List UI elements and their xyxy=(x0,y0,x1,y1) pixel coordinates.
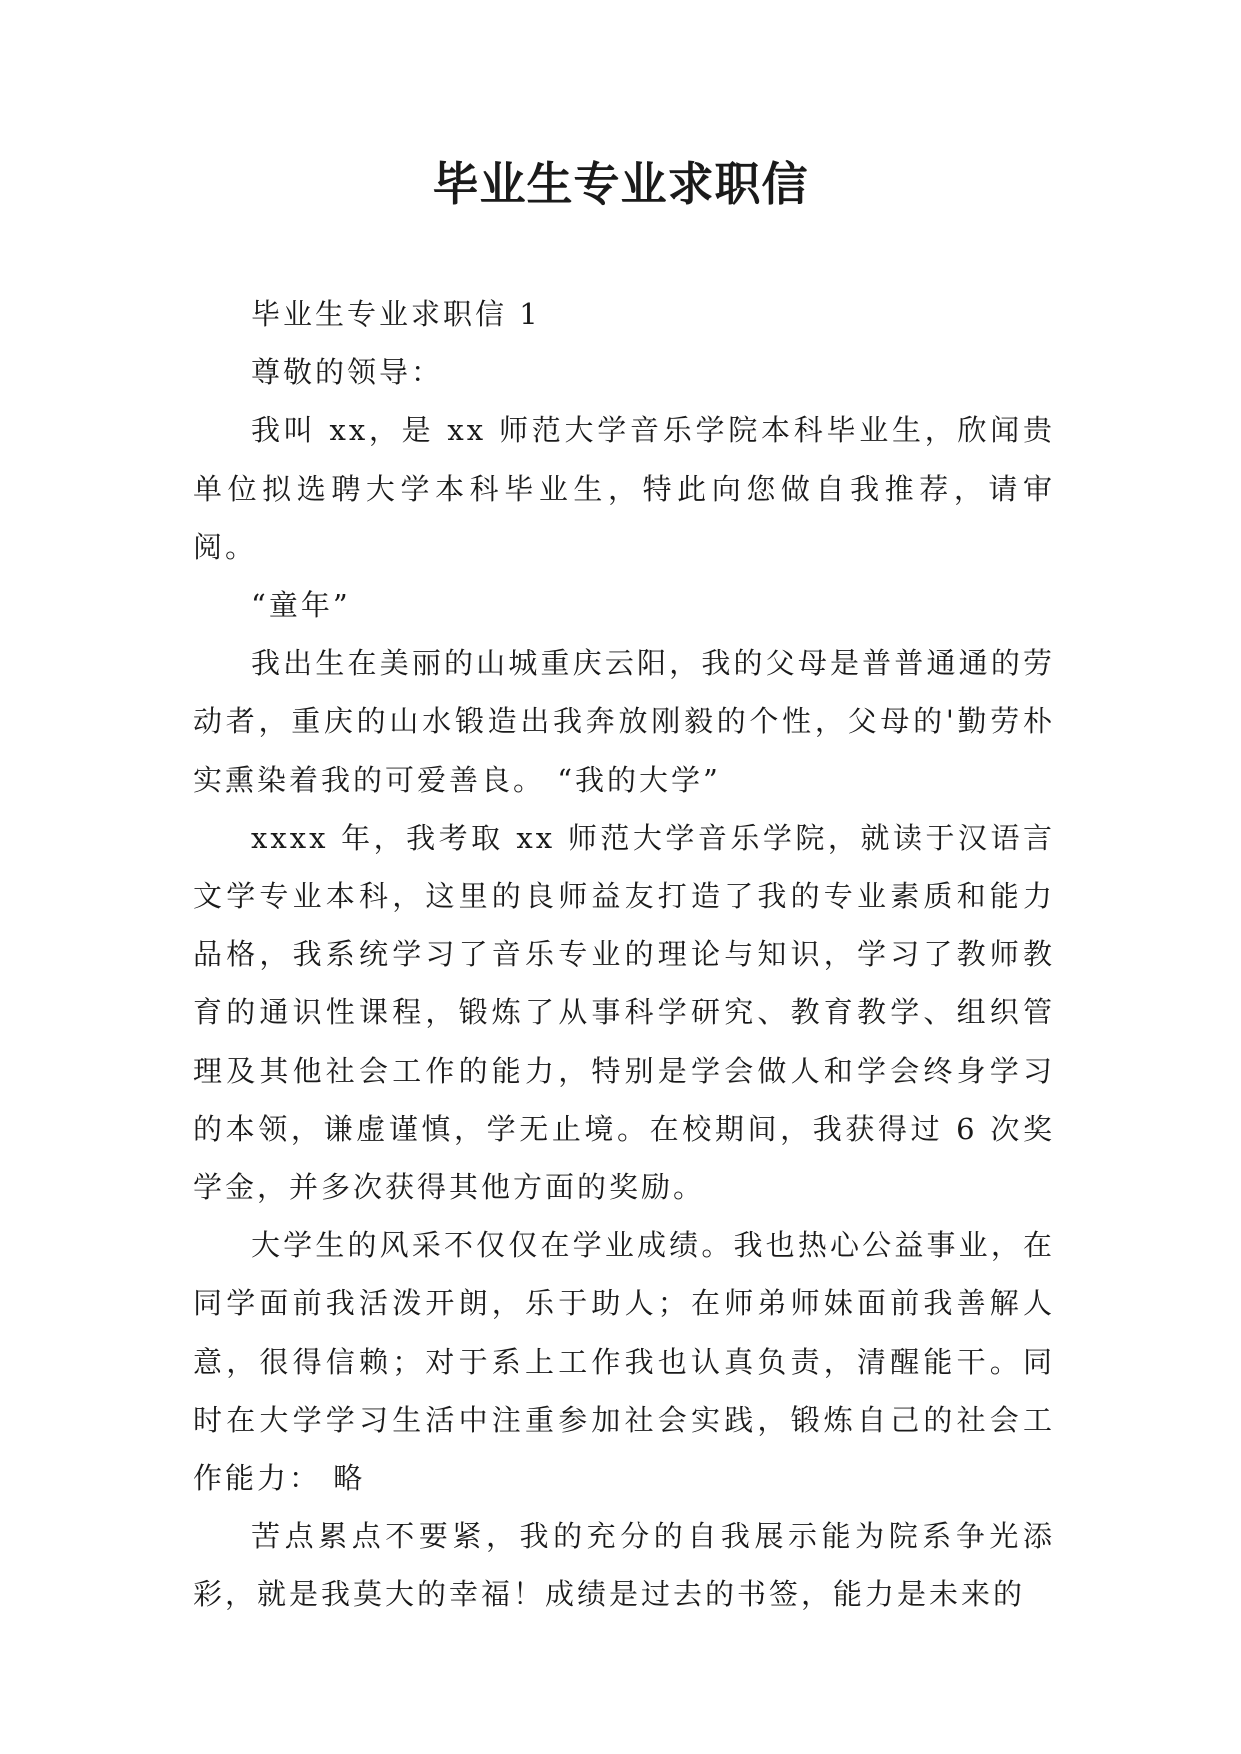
document-body xyxy=(193,285,1055,1624)
document-title: 毕业生专业求职信 xyxy=(432,157,809,211)
paragraph-university: xxxx 年，我考取 xx 师范大学音乐学院，就读于汉语言文学专业本科，这里的良师益友打造了我的专业素质和能力品格，我系统学习了音乐专业的理论与知识，学习了教师教育的通识性课程，锻炼了从事科学研究、教育教学、组织管理及其他社会工作的能力，特别是学会做人和学会终身学习的本领，谦虚谨慎，学无止境。在校期间，我获得过 6 次奖学金，并多次获得其他方面的奖励。 xyxy=(193,820,1055,1205)
paragraph-salutation: 尊敬的领导： xyxy=(251,355,444,390)
paragraph-activities: 大学生的风采不仅仅在学业成绩。我也热心公益事业，在同学面前我活泼开朗，乐于助人；在师弟师妹面前我善解人意，很得信赖；对于系上工作我也认真负责，清醒能干。同时在大学学习生活中注重参加社会实践，锻炼自己的社会工作能力： 略 xyxy=(193,1228,1055,1496)
paragraph-closing: 苦点累点不要紧，我的充分的自我展示能为院系争光添彩，就是我莫大的幸福！成绩是过去的书签，能力是未来的 xyxy=(193,1519,1055,1612)
paragraph-childhood: 我出生在美丽的山城重庆云阳，我的父母是普普通通的劳动者，重庆的山水锻造出我奔放刚毅的个性，父母的'勤劳朴实熏染着我的可爱善良。 “我的大学” xyxy=(193,646,1055,797)
paragraph-introduction: 我叫 xx，是 xx 师范大学音乐学院本科毕业生，欣闻贵单位拟选聘大学本科毕业生，特此向您做自我推荐，请审阅。 xyxy=(193,413,1055,564)
paragraph-subtitle: 毕业生专业求职信 1 xyxy=(251,297,541,331)
paragraph-heading-childhood: “童年” xyxy=(251,588,351,623)
